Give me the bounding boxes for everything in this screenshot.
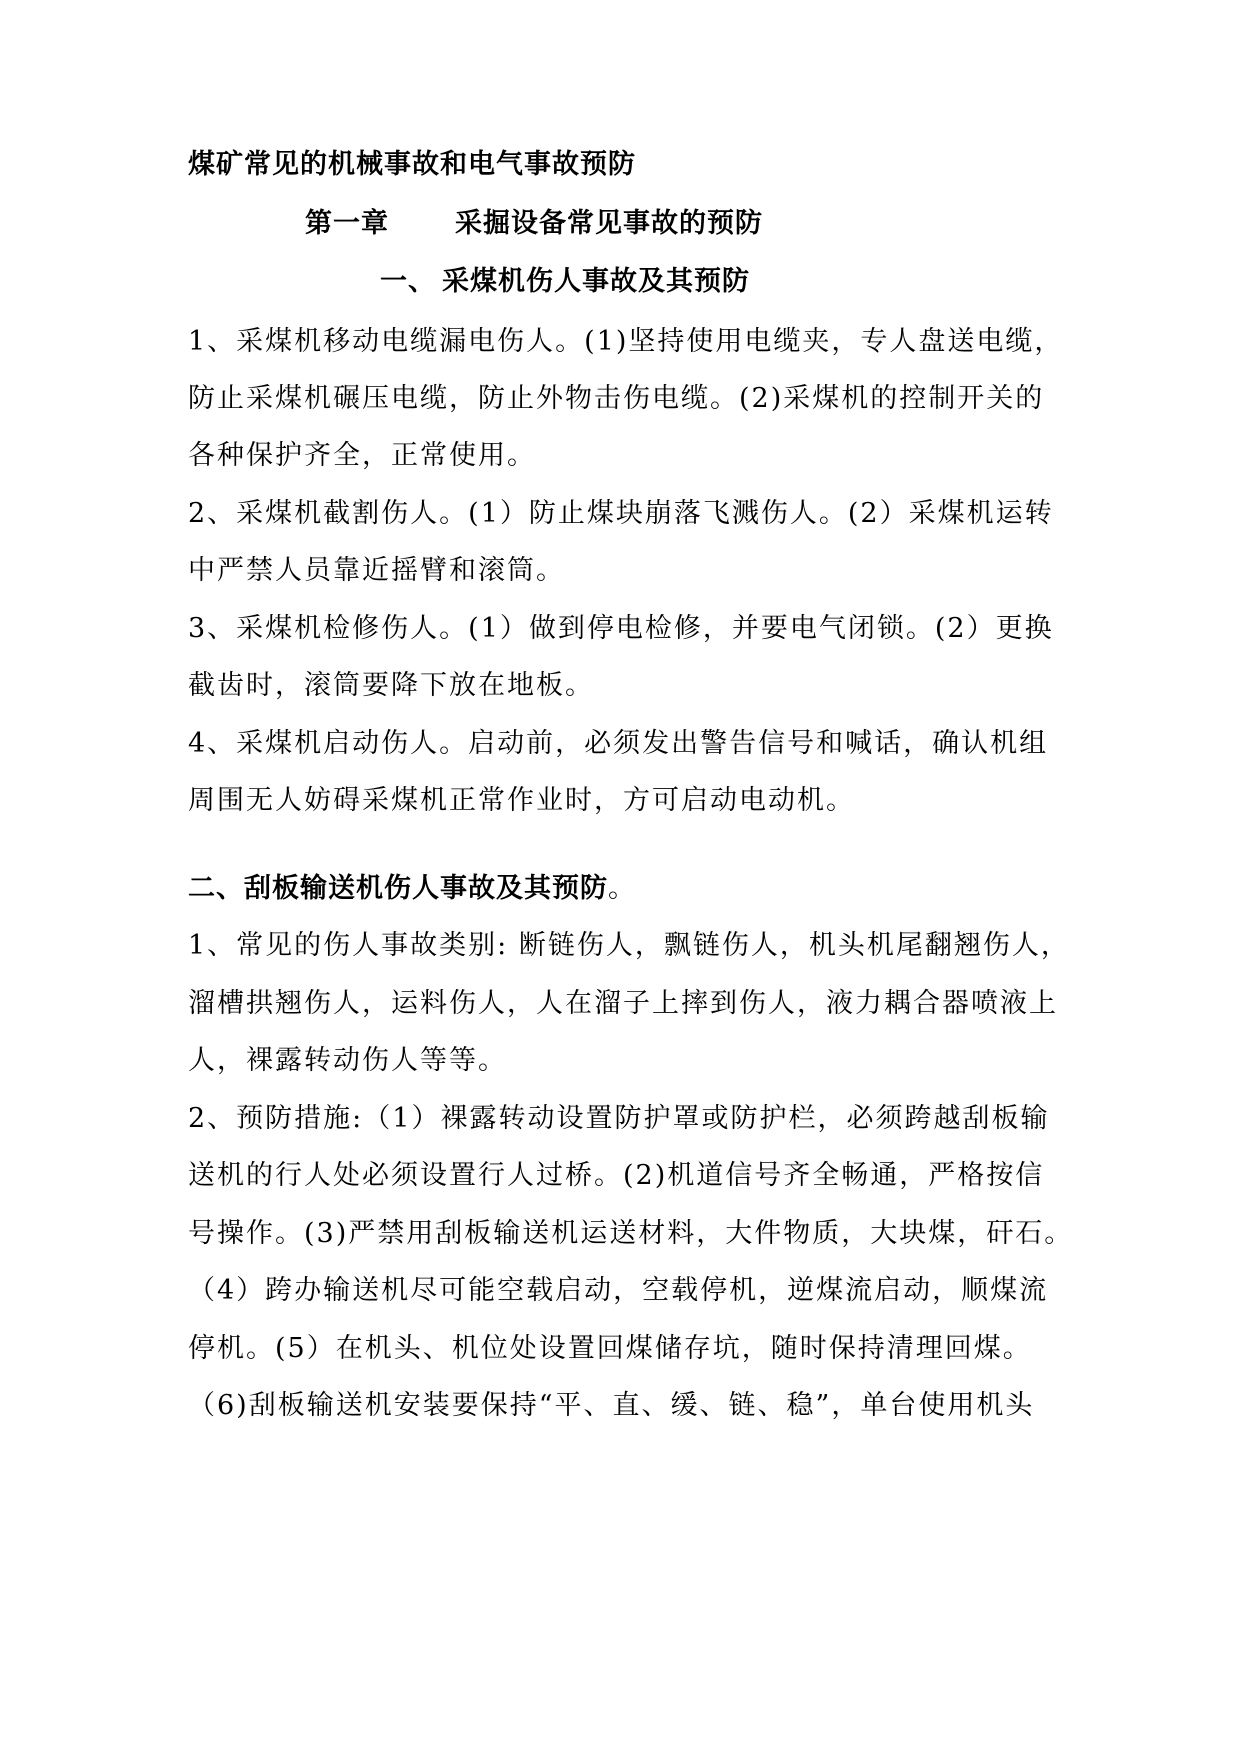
section-2-title: 二、刮板输送机伤人事故及其预防 [188, 873, 608, 904]
paragraph-line: 溜槽拱翘伤人，运料伤人，人在溜子上摔到伤人，液力耦合器喷液上 [188, 988, 1058, 1019]
paragraph-line: 中严禁人员靠近摇臂和滚筒。 [188, 555, 565, 586]
paragraph-line: 停机。(5）在机头、机位处设置回煤储存坑，随时保持清理回煤。 [188, 1333, 1032, 1364]
paragraph-line: 4、采煤机启动伤人。启动前，必须发出警告信号和喊话，确认机组 [188, 728, 1049, 759]
paragraph-line: 截齿时，滚筒要降下放在地板。 [188, 670, 594, 701]
paragraph-line: 2、采煤机截割伤人。(1）防止煤块崩落飞溅伤人。(2）采煤机运转 [188, 498, 1054, 529]
section-1-heading [380, 265, 750, 299]
paragraph-line: 送机的行人处必须设置行人过桥。(2)机道信号齐全畅通，严格按信 [188, 1160, 1045, 1191]
paragraph-line: 人，裸露转动伤人等等。 [188, 1045, 507, 1076]
paragraph-line: 1、常见的伤人事故类别: 断链伤人，飘链伤人，机头机尾翻翘伤人， [188, 930, 1070, 961]
section-1-title: 采煤机伤人事故及其预防 [442, 266, 750, 297]
paragraph-line: 1、采煤机移动电缆漏电伤人。(1)坚持使用电缆夹，专人盘送电缆， [188, 326, 1064, 357]
chapter-heading [305, 207, 763, 241]
chapter-number: 第一章 [305, 208, 389, 239]
section-1-number: 一、 [380, 266, 436, 297]
paragraph-line: 周围无人妨碍采煤机正常作业时，方可启动电动机。 [188, 785, 855, 816]
paragraph-line: （6)刮板输送机安装要保持“平、直、缓、链、稳”，单台使用机头 [188, 1390, 1035, 1421]
paragraph-line: 2、预防措施:（1）裸露转动设置防护罩或防护栏，必须跨越刮板输 [188, 1103, 1050, 1134]
paragraph-line: 各种保护齐全，正常使用。 [188, 440, 536, 471]
paragraph-line: （4）跨办输送机尽可能空载启动，空载停机，逆煤流启动，顺煤流 [188, 1275, 1049, 1306]
paragraph-line: 3、采煤机检修伤人。(1）做到停电检修，并要电气闭锁。(2）更换 [188, 613, 1054, 644]
chapter-title: 采掘设备常见事故的预防 [455, 208, 763, 239]
section-2-title-tail: 。 [608, 873, 636, 904]
section-2-heading [188, 872, 636, 906]
paragraph-line: 防止采煤机碾压电缆，防止外物击伤电缆。(2)采煤机的控制开关的 [188, 383, 1045, 414]
document-title: 煤矿常见的机械事故和电气事故预防 [188, 149, 636, 180]
paragraph-line: 号操作。(3)严禁用刮板输送机运送材料，大件物质，大块煤，矸石。 [188, 1218, 1074, 1249]
